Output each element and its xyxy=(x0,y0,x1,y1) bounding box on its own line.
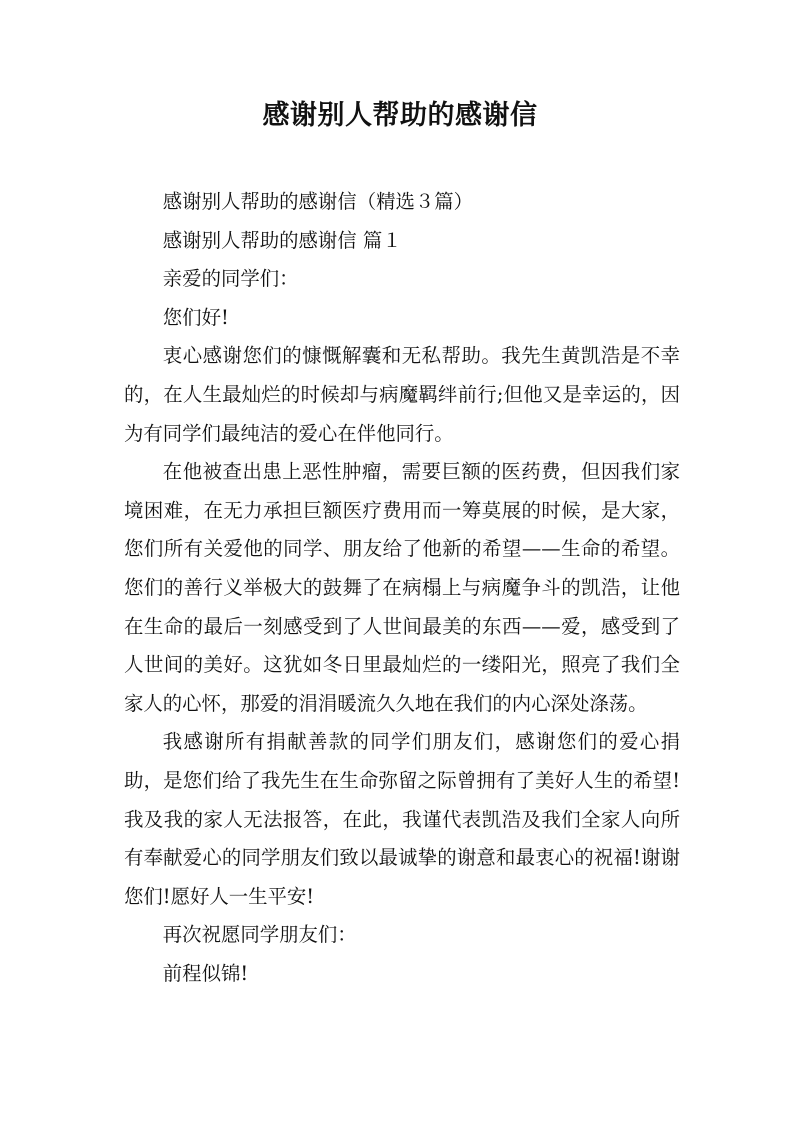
paragraph-closing-1: 再次祝愿同学朋友们： xyxy=(162,923,357,947)
document-body xyxy=(124,183,680,993)
paragraph-closing-2: 前程似锦! xyxy=(162,961,249,985)
document-title: 感谢别人帮助的感谢信 xyxy=(262,100,538,131)
paragraph-body-3: 我感谢所有捐献善款的同学们朋友们，感谢您们的爱心捐助，是您们给了我先生在生命弥留之际曾拥有了美好人生的希望!我及我的家人无法报答，在此，我谨代表凯浩及我们全家人向所有奉献爱心的同学朋友们致以最诚挚的谢意和最衷心的祝福!谢谢您们!愿好人一生平安! xyxy=(124,730,680,908)
paragraph-greeting: 您们好! xyxy=(162,305,229,329)
paragraph-body-1: 衷心感谢您们的慷慨解囊和无私帮助。我先生黄凯浩是不幸的，在人生最灿烂的时候却与病魔羁绊前行;但他又是幸运的，因为有同学们最纯洁的爱心在伴他同行。 xyxy=(124,344,680,445)
paragraph-salutation: 亲爱的同学们： xyxy=(162,267,299,291)
paragraph-body-2: 在他被查出患上恶性肿瘤，需要巨额的医药费，但因我们家境困难，在无力承担巨额医疗费用而一筹莫展的时候，是大家，您们所有关爱他的同学、朋友给了他新的希望——生命的希望。您们的善行义举极大的鼓舞了在病榻上与病魔争斗的凯浩，让他在生命的最后一刻感受到了人世间最美的东西——爱，感受到了人世间的美好。这犹如冬日里最灿烂的一缕阳光，照亮了我们全家人的心怀，那爱的涓涓暖流久久地在我们的内心深处涤荡。 xyxy=(124,460,680,715)
paragraph-subtitle: 感谢别人帮助的感谢信（精选３篇） xyxy=(162,190,474,213)
paragraph-section-heading: 感谢别人帮助的感谢信 篇１ xyxy=(162,228,402,252)
